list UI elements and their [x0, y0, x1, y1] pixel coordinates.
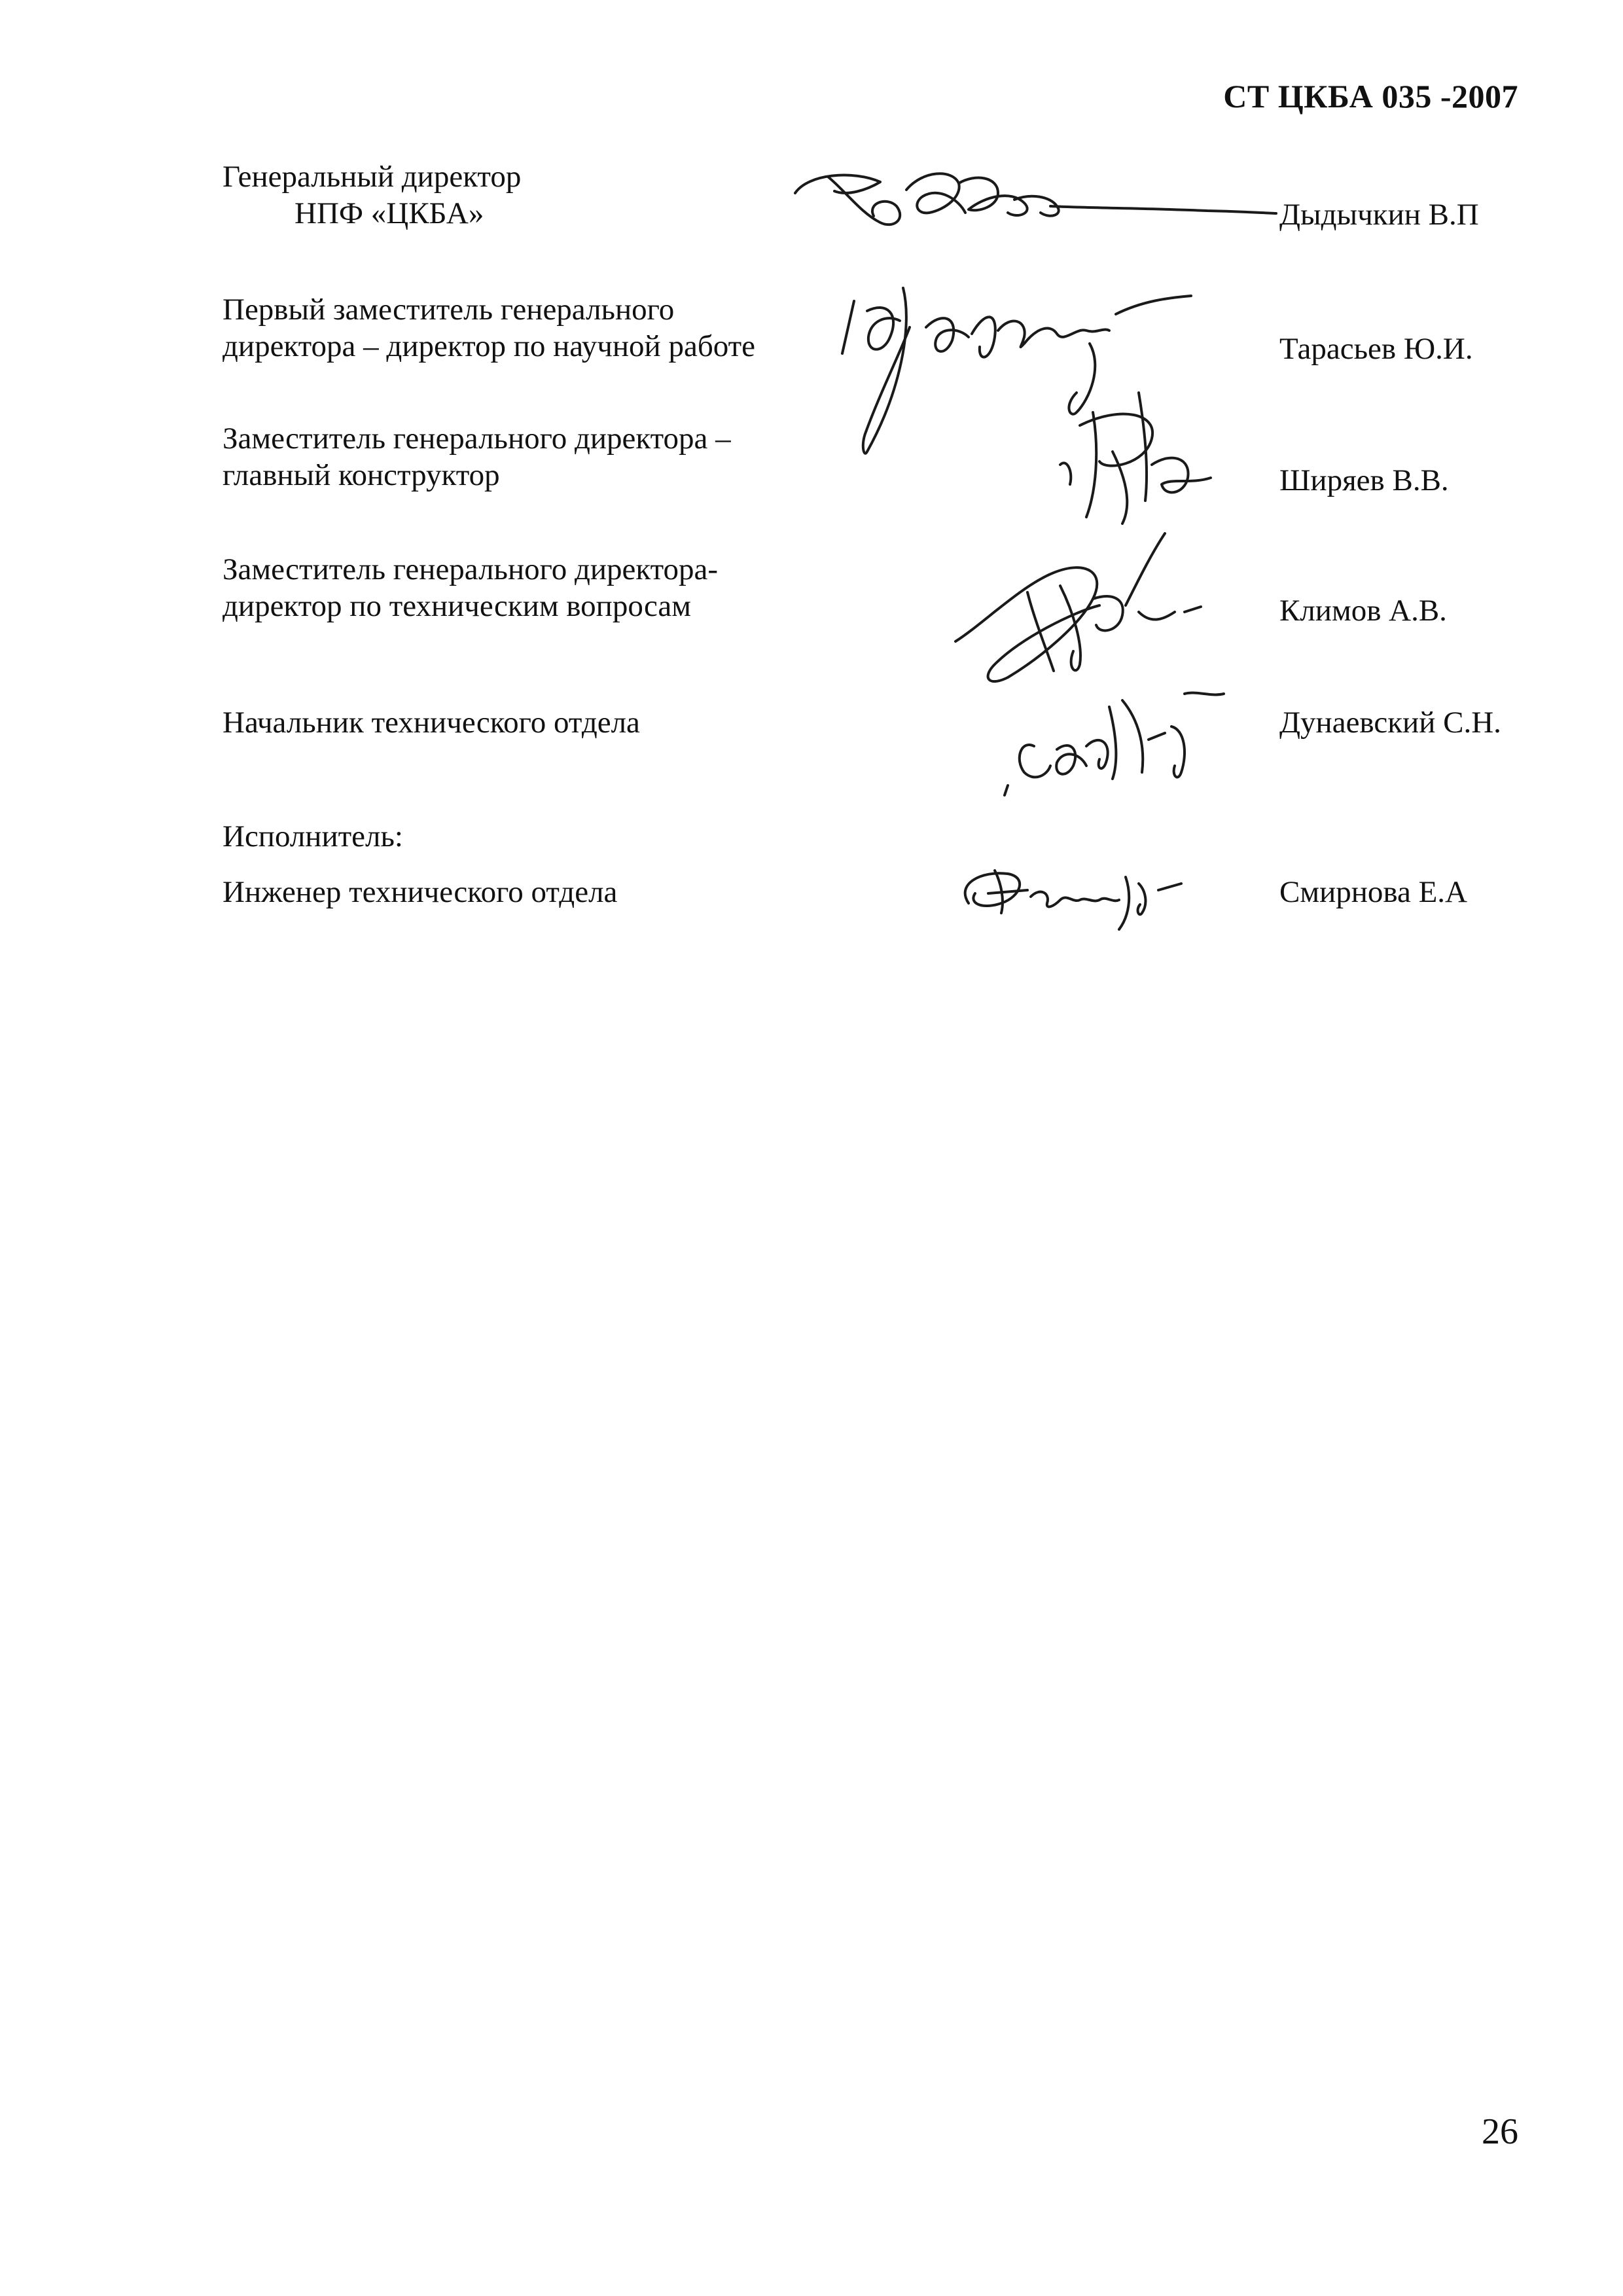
- signatory-name: Климов А.В.: [1279, 594, 1447, 628]
- executor-name: Смирнова Е.А: [1279, 875, 1467, 909]
- signature-general-director: [782, 151, 1279, 262]
- document-code: СТ ЦКБА 035 -2007: [1223, 78, 1518, 115]
- signatory-name: Ширяев В.В.: [1279, 463, 1449, 497]
- role-line: Заместитель генерального директора-: [223, 552, 719, 586]
- role-line: НПФ «ЦКБА»: [294, 196, 484, 230]
- signatory-name: Тарасьев Ю.И.: [1279, 332, 1473, 366]
- signatory-name: Дыдычкин В.П: [1279, 198, 1479, 232]
- signatory-role-general-director: [223, 158, 521, 232]
- page-number: 26: [1482, 2111, 1518, 2152]
- signature-head-technical-dept: [988, 668, 1237, 805]
- signatory-role-head-technical-dept: [223, 704, 640, 741]
- signatory-role-first-deputy: [223, 291, 755, 365]
- role-line: Инженер технического отдела: [223, 875, 618, 909]
- signatory-name: Дунаевский С.Н.: [1279, 706, 1501, 740]
- role-line: директора – директор по научной работе: [223, 329, 756, 363]
- role-line: Первый заместитель генерального: [223, 293, 675, 327]
- signature-chief-designer: [1041, 386, 1237, 543]
- executor-role: [223, 874, 617, 910]
- signature-executor: [949, 844, 1211, 936]
- signatory-role-chief-designer: [223, 420, 731, 493]
- role-line: Генеральный директор: [223, 160, 522, 194]
- role-line: главный конструктор: [223, 458, 500, 492]
- signatory-role-technical-deputy: [223, 551, 718, 624]
- role-line: директор по техническим вопросам: [223, 589, 692, 623]
- role-line: Заместитель генерального директора –: [223, 422, 731, 456]
- executor-heading-label: Исполнитель:: [223, 819, 403, 853]
- executor-heading: [223, 818, 403, 855]
- role-line: Начальник технического отдела: [223, 706, 640, 740]
